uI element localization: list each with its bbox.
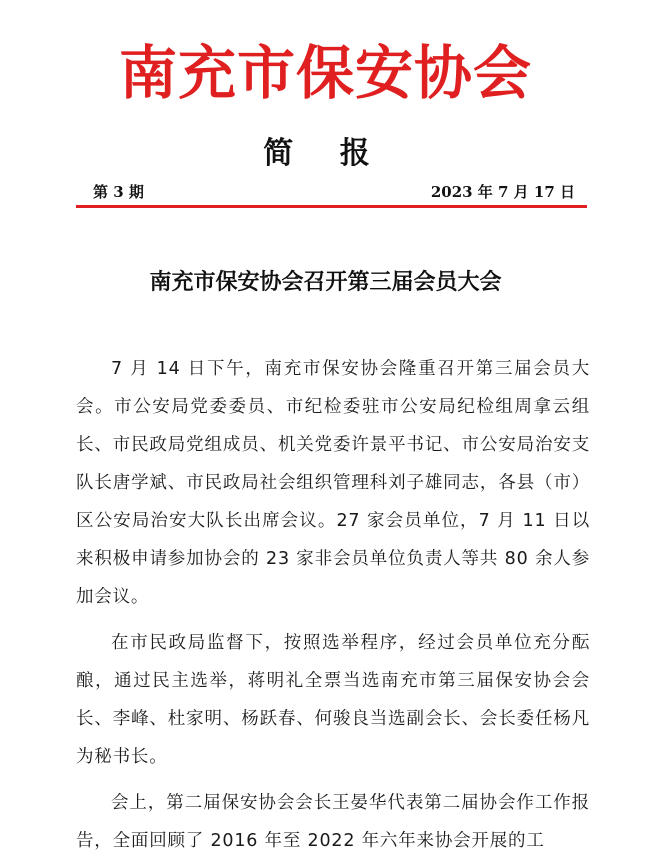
- red-divider: [76, 205, 587, 208]
- issue-date: 2023 年 7 月 17 日: [430, 183, 575, 201]
- issue-row: [93, 180, 575, 204]
- masthead-title: 南充市保安协会: [118, 39, 532, 107]
- bulletin-label: 简 报: [263, 136, 388, 171]
- article-title: 南充市保安协会召开第三届会员大会: [149, 269, 502, 295]
- issue-number: 第 3 期: [93, 183, 144, 201]
- paragraph: 会上，第二届保安协会会长王晏华代表第二届协会作工作报告，全面回顾了 2016 年至 2022 年六年来协会开展的工: [76, 793, 590, 851]
- article-body: [76, 350, 590, 868]
- paragraph: 在市民政局监督下，按照选举程序，经过会员单位充分酝酿，通过民主选举，蒋明礼全票当选南充市第三届保安协会会长、李峰、杜家明、杨跃春、何骏良当选副会长、会长委任杨凡为秘书长。: [76, 633, 590, 767]
- paragraph: 7 月 14 日下午，南充市保安协会隆重召开第三届会员大会。市公安局党委委员、市纪检委驻市公安局纪检组周拿云组长、市民政局党组成员、机关党委许景平书记、市公安局治安支队长唐学斌、市民政局社会组织管理科刘子雄同志，各县（市）区公安局治安大队长出席会议。27 家会员单位，7 月 11 日以来积极申请参加协会的 23 家非会员单位负责人等共 80 余人参加会议。: [76, 359, 590, 607]
